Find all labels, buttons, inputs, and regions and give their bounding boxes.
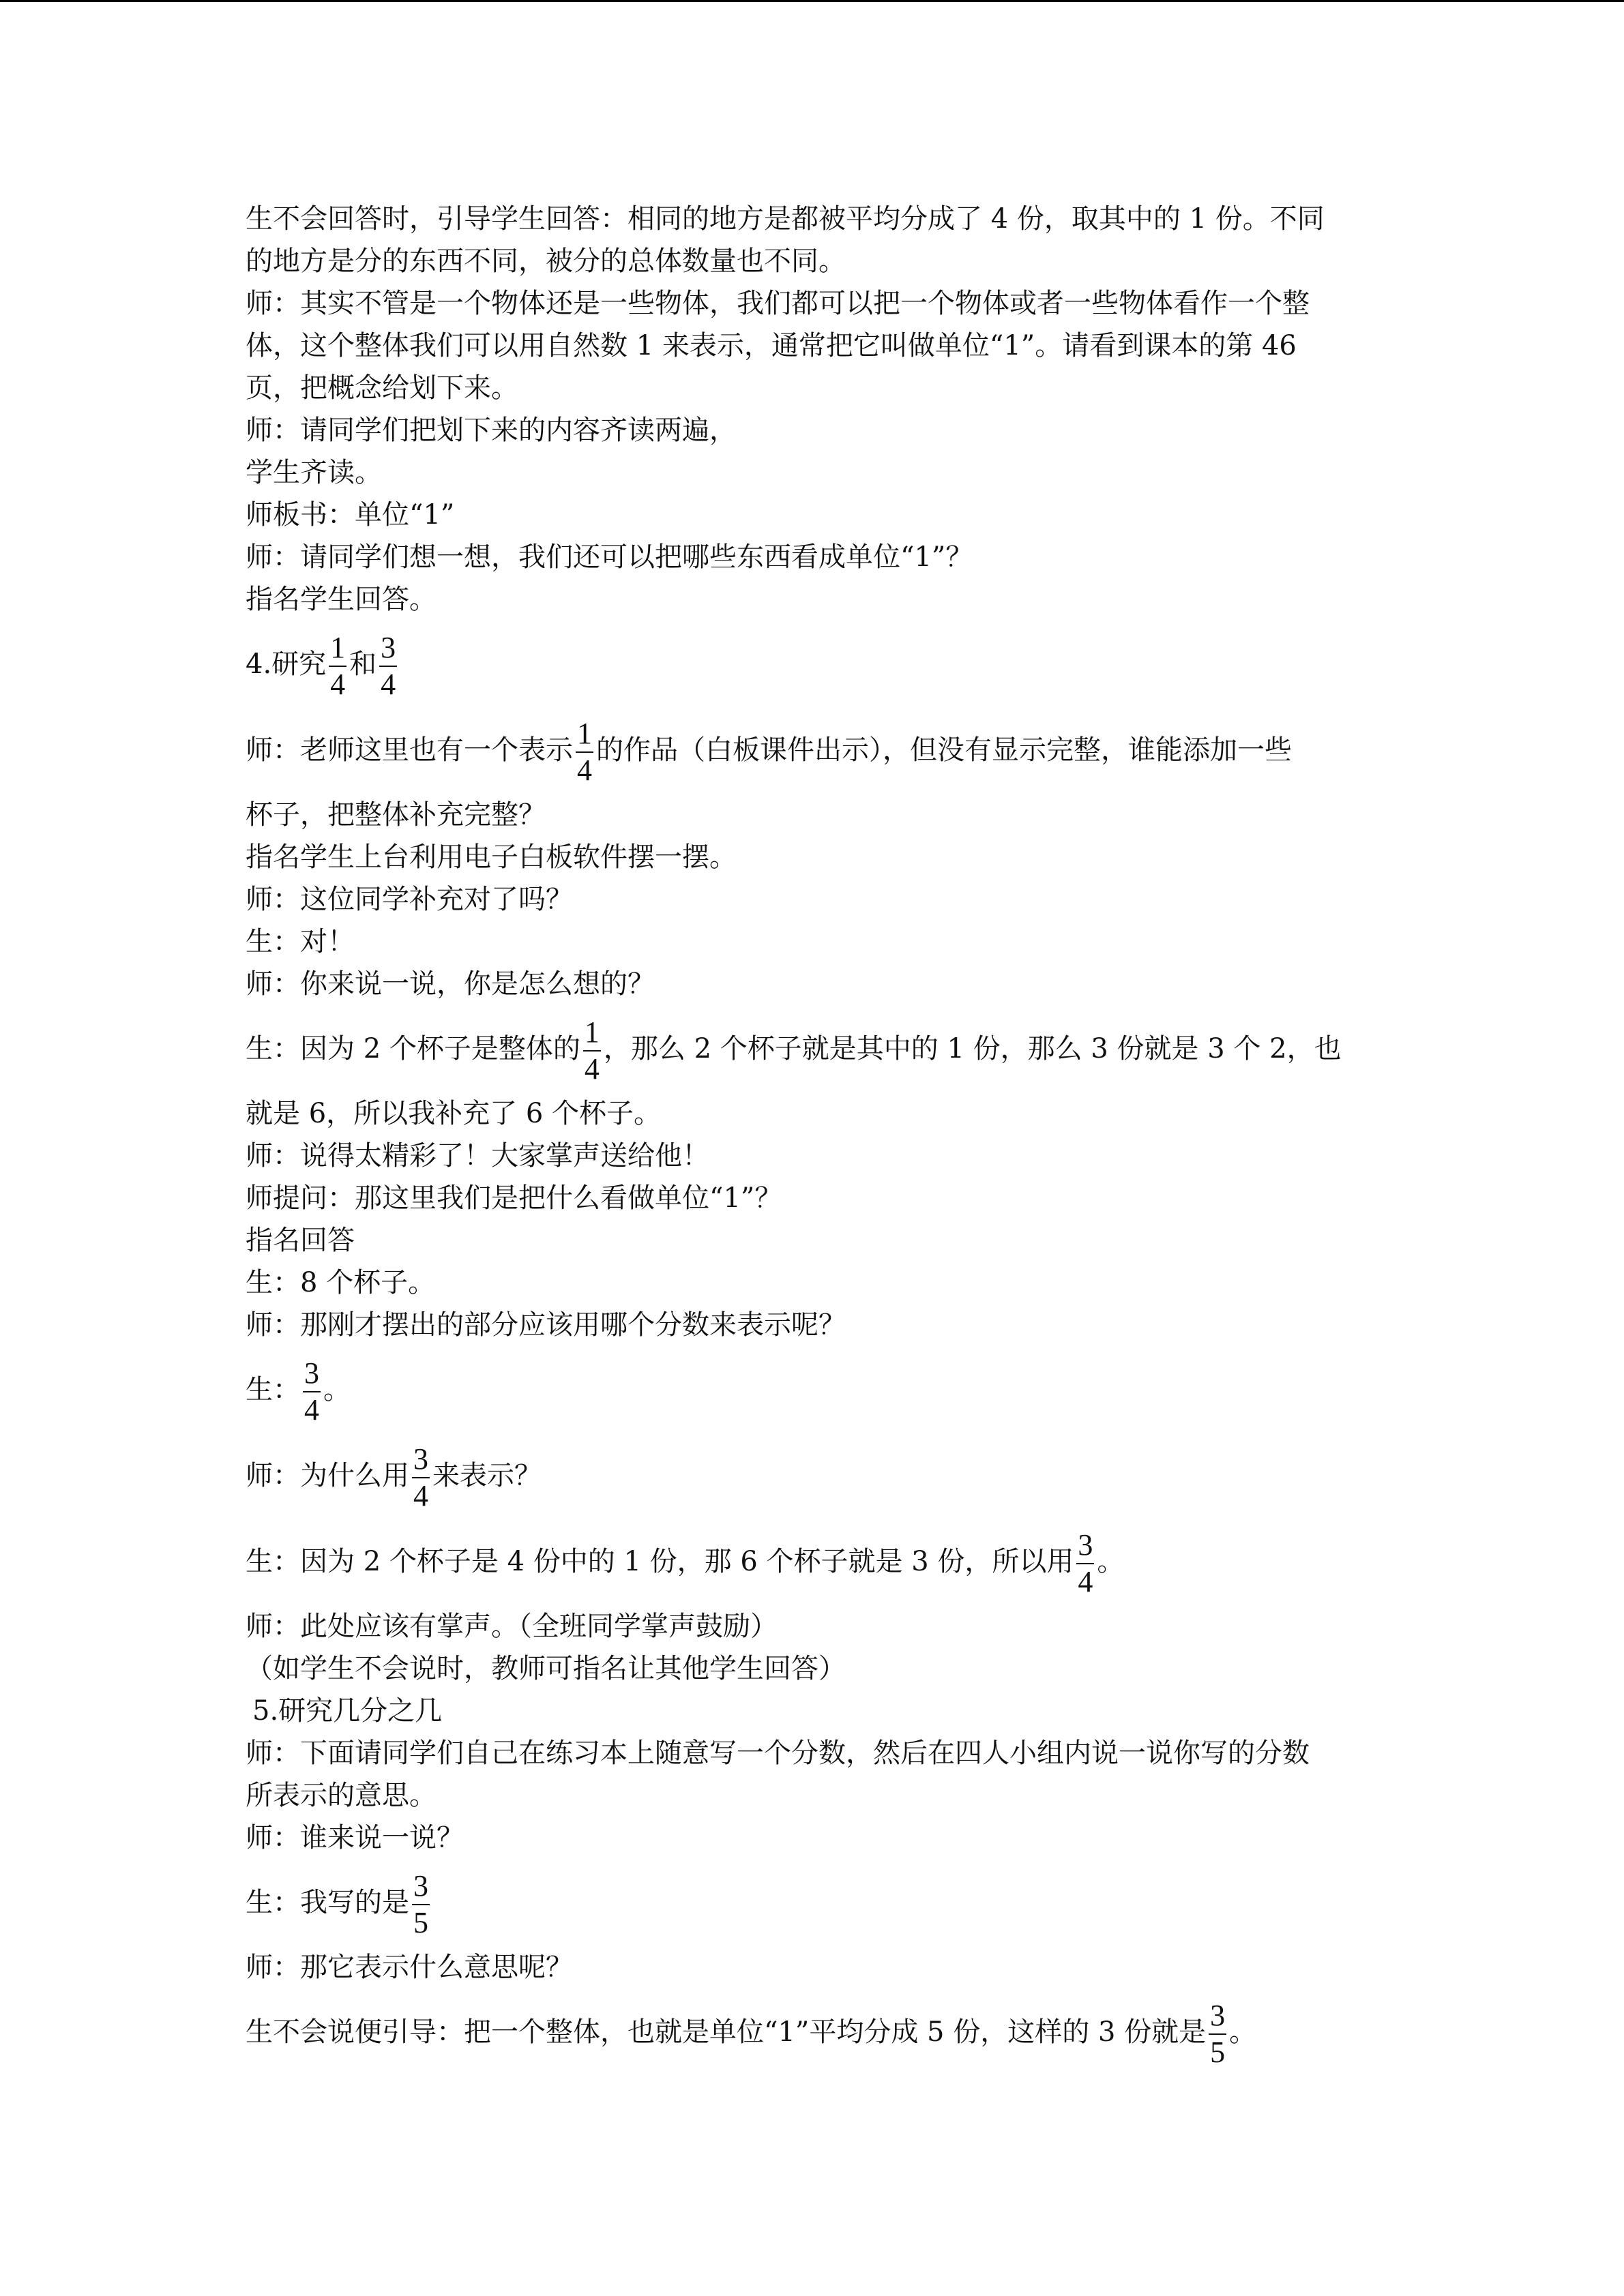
text-line: 师：谁来说一说？ xyxy=(246,1822,464,1853)
fraction-numerator: 1 xyxy=(576,719,593,753)
fraction xyxy=(412,1444,430,1511)
fraction xyxy=(303,1358,321,1425)
fraction-numerator: 3 xyxy=(412,1444,430,1478)
text-line: 指名学生上台利用电子白板软件摆一摆。 xyxy=(246,841,737,873)
line-text: 。 xyxy=(1229,2016,1257,2048)
fraction xyxy=(1209,2001,1226,2068)
line-text: 来表示？ xyxy=(432,1460,542,1491)
text-line: 师：请同学们想一想，我们还可以把哪些东西看成单位“1”？ xyxy=(246,541,973,573)
fraction-denominator: 4 xyxy=(330,668,346,701)
text-line: 师：这位同学补充对了吗？ xyxy=(246,884,573,915)
text-line: 体，这个整体我们可以用自然数 1 来表示，通常把它叫做单位“1”。请看到课本的第 46 xyxy=(246,330,1297,361)
fraction-numerator: 3 xyxy=(303,1358,321,1392)
line-text: 4.研究 xyxy=(246,648,327,680)
text-line: 师：下面请同学们自己在练习本上随意写一个分数，然后在四人小组内说一说你写的分数 xyxy=(246,1738,1310,1769)
document-body xyxy=(246,198,1378,2076)
text-line: （如学生不会说时，教师可指名让其他学生回答） xyxy=(246,1653,846,1684)
fraction-numerator: 3 xyxy=(412,1871,430,1905)
text-line: 师：请同学们把划下来的内容齐读两遍， xyxy=(246,415,737,446)
line-text: 和 xyxy=(349,648,377,680)
text-line: 师：你来说一说，你是怎么想的？ xyxy=(246,968,655,1000)
text-line: 师提问：那这里我们是把什么看做单位“1”？ xyxy=(246,1182,782,1214)
text-line: 师：其实不管是一个物体还是一些物体，我们都可以把一个物体或者一些物体看作一个整 xyxy=(246,288,1310,319)
text-line: 就是 6，所以我补充了 6 个杯子。 xyxy=(246,1098,662,1129)
text-line xyxy=(246,1860,1378,1945)
fraction-denominator: 5 xyxy=(413,1906,428,1939)
line-text: 的作品（白板课件出示），但没有显示完整，谁能添加一些 xyxy=(596,734,1292,766)
fraction-denominator: 4 xyxy=(584,1052,600,1086)
fraction-denominator: 4 xyxy=(381,668,396,701)
fraction-denominator: 4 xyxy=(577,754,592,787)
fraction xyxy=(1076,1530,1094,1597)
line-text: 生不会说便引导：把一个整体，也就是单位“1”平均分成 5 份，这样的 3 份就是 xyxy=(246,2016,1207,2048)
text-line: 生不会回答时，引导学生回答：相同的地方是都被平均分成了 4 份，取其中的 1 份。不同 xyxy=(246,203,1325,235)
fraction-numerator: 1 xyxy=(329,633,346,667)
text-line: 的地方是分的东西不同，被分的总体数量也不同。 xyxy=(246,245,846,277)
line-text: 生：因为 2 个杯子是 4 份中的 1 份，那 6 个杯子就是 3 份，所以用 xyxy=(246,1546,1074,1577)
text-line xyxy=(246,622,1378,706)
text-line: 5.研究几分之几 xyxy=(252,1695,443,1727)
line-text: 师：为什么用 xyxy=(246,1460,409,1491)
fraction xyxy=(329,633,346,700)
fraction-numerator: 3 xyxy=(1076,1530,1094,1564)
text-line: 师板书：单位“1” xyxy=(246,499,455,531)
text-line: 师：那刚才摆出的部分应该用哪个分数来表示呢？ xyxy=(246,1309,846,1341)
text-line xyxy=(246,1433,1378,1518)
text-line: 页，把概念给划下来。 xyxy=(246,372,518,404)
fraction xyxy=(583,1017,601,1084)
fraction-denominator: 4 xyxy=(1078,1565,1093,1598)
text-line: 师：那它表示什么意思呢？ xyxy=(246,1952,573,1983)
line-text: 生：我写的是 xyxy=(246,1887,409,1918)
text-line xyxy=(246,708,1378,792)
text-line: 指名回答 xyxy=(246,1225,355,1256)
fraction xyxy=(379,633,397,700)
text-line: 杯子，把整体补充完整？ xyxy=(246,799,546,831)
text-line xyxy=(246,1007,1378,1091)
fraction xyxy=(576,719,593,786)
fraction-denominator: 5 xyxy=(1210,2036,1226,2069)
text-line xyxy=(246,1990,1378,2074)
fraction-denominator: 4 xyxy=(304,1393,319,1427)
text-line: 学生齐读。 xyxy=(246,457,382,488)
line-text: 生：因为 2 个杯子是整体的 xyxy=(246,1033,580,1064)
text-line: 所表示的意思。 xyxy=(246,1780,437,1811)
line-text: 。 xyxy=(1097,1546,1125,1577)
fraction-numerator: 1 xyxy=(583,1017,601,1052)
line-text: 生： xyxy=(246,1374,300,1405)
line-text: ，那么 2 个杯子就是其中的 1 份，那么 3 份就是 3 个 2，也 xyxy=(603,1033,1342,1064)
text-line xyxy=(246,1347,1378,1432)
line-text: 师：老师这里也有一个表示 xyxy=(246,734,573,766)
page-top-border xyxy=(0,0,1624,2)
text-line: 指名学生回答。 xyxy=(246,584,437,615)
text-line xyxy=(246,1519,1378,1604)
fraction-numerator: 3 xyxy=(1209,2001,1226,2035)
fraction xyxy=(412,1871,430,1938)
fraction-denominator: 4 xyxy=(413,1479,428,1512)
text-line: 师：此处应该有掌声。（全班同学掌声鼓励） xyxy=(246,1611,778,1642)
text-line: 师：说得太精彩了！大家掌声送给他！ xyxy=(246,1140,709,1172)
line-text: 。 xyxy=(323,1374,351,1405)
text-line: 生：对！ xyxy=(246,926,355,957)
text-line: 生：8 个杯子。 xyxy=(246,1267,436,1298)
fraction-numerator: 3 xyxy=(379,633,397,667)
